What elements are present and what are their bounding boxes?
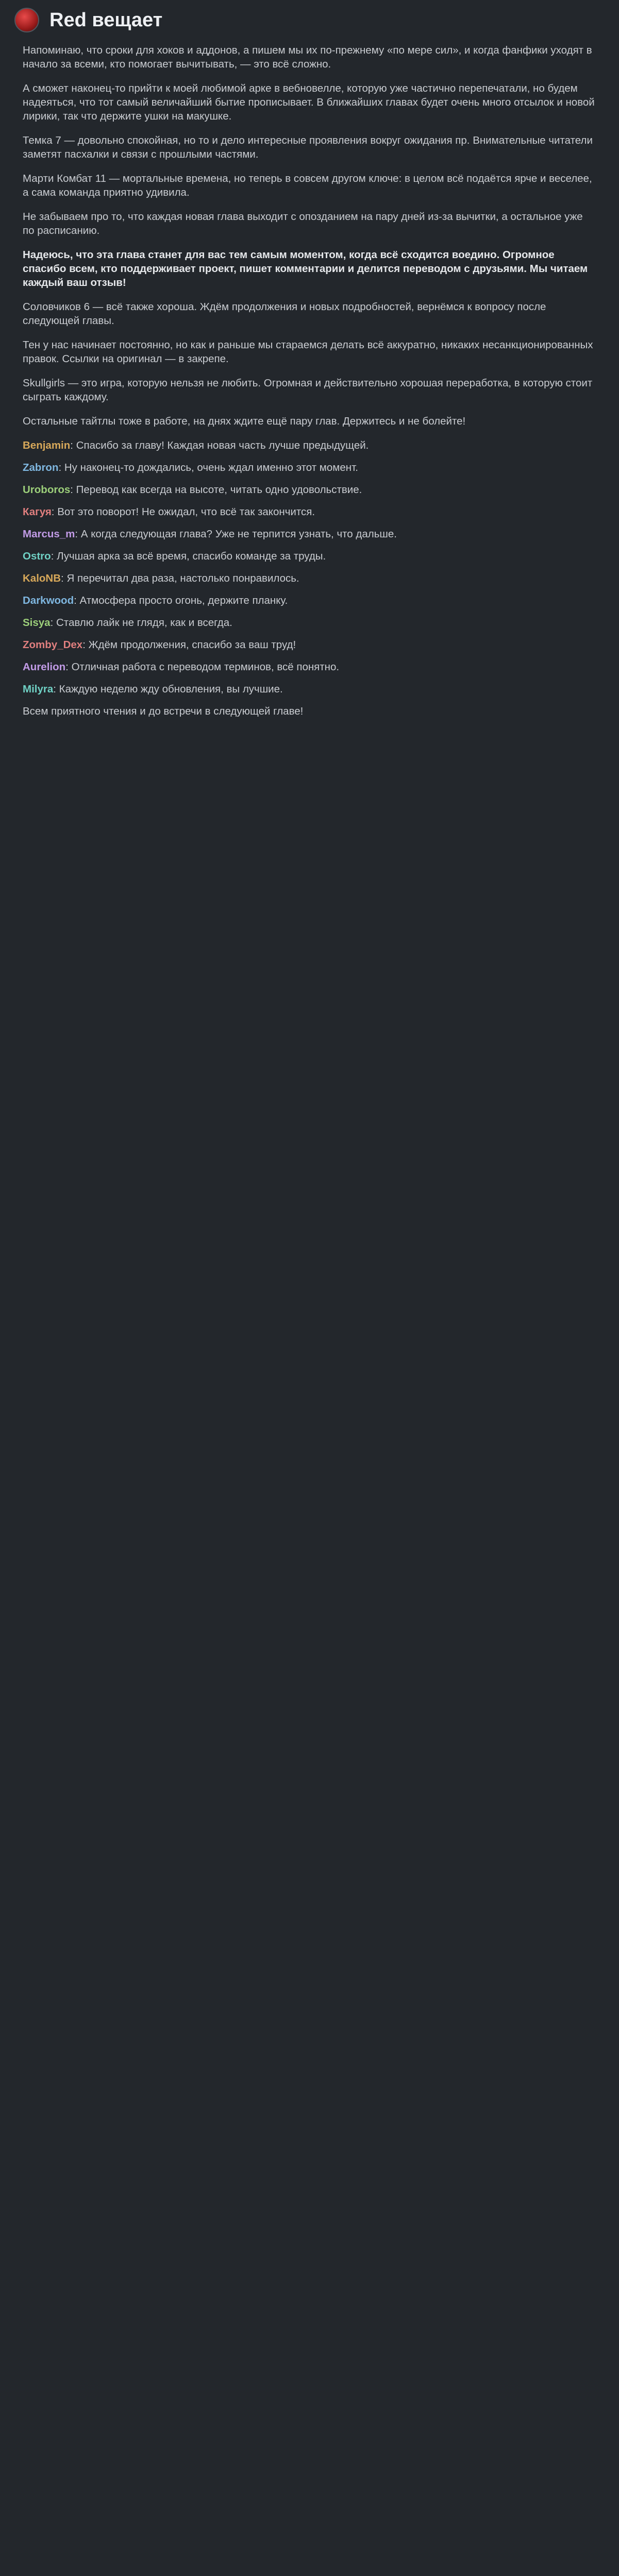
post-paragraph: Skullgirls — это игра, которую нельзя не любить. Огромная и действительно хорошая переработка, в которую стоит сыграть каждому. xyxy=(23,377,593,403)
post-paragraph: А сможет наконец-то прийти к моей любимой арке в вебновелле, которую уже частично перепечатали, но будем надеяться, что тот самый величайший бытие прописывает. В ближайших главах будет очень много отсылок и новой лирики, так что держите ушки на макушке. xyxy=(23,82,595,122)
post-paragraph: Соловчиков 6 — всё также хороша. Ждём продолжения и новых подробностей, вернёмся к вопросу после следующей главы. xyxy=(23,301,546,327)
comment-item: Zomby_Dex: Ждём продолжения, спасибо за ваш труд! xyxy=(23,639,296,651)
comment-item: Ostro: Лучшая арка за всё время, спасибо команде за труды. xyxy=(23,550,326,562)
comment-text: Ну наконец-то дождались, очень ждал именно этот момент. xyxy=(64,462,358,473)
comment-author[interactable]: Zabron xyxy=(23,462,59,473)
comment-text: Атмосфера просто огонь, держите планку. xyxy=(79,595,288,606)
comment-item: Uroboros: Перевод как всегда на высоте, читать одно удовольствие. xyxy=(23,484,362,496)
post-emphasis: Надеюсь, что эта глава станет для вас тем самым моментом, когда всё сходится воедино. Огромное спасибо всем, кто поддерживает проект, пишет комментарии и делится переводом с друзьями. Мы читаем каждый ваш отзыв! xyxy=(23,249,588,289)
comment-item: Benjamin: Спасибо за главу! Каждая новая часть лучше предыдущей. xyxy=(23,439,369,451)
post-paragraph: Тен у нас начинает постоянно, но как и раньше мы стараемся делать всё аккуратно, никаких несанкционированных правок. Ссылки на оригинал — в закрепе. xyxy=(23,339,593,365)
comment-author[interactable]: Кагуя xyxy=(23,506,52,518)
comment-author[interactable]: Sisya xyxy=(23,617,51,629)
comment-author[interactable]: Milyra xyxy=(23,683,54,695)
channel-avatar[interactable] xyxy=(14,8,39,32)
comment-item: Sisya: Ставлю лайк не глядя, как и всегда. xyxy=(23,617,232,629)
comment-author[interactable]: Uroboros xyxy=(23,484,71,496)
comment-text: Вот это поворот! Не ожидал, что всё так закончится. xyxy=(57,506,315,518)
post-paragraph: Не забываем про то, что каждая новая глава выходит с опозданием на пару дней из-за вычитки, а остальное уже по расписанию. xyxy=(23,211,583,236)
comment-text: Каждую неделю жду обновления, вы лучшие. xyxy=(59,683,283,695)
comment-author[interactable]: KaloNB xyxy=(23,572,61,584)
comment-author[interactable]: Marcus_m xyxy=(23,528,75,540)
comment-text: Перевод как всегда на высоте, читать одно удовольствие. xyxy=(76,484,362,496)
post-closing: Всем приятного чтения и до встречи в следующей главе! xyxy=(23,705,304,717)
comment-author[interactable]: Zomby_Dex xyxy=(23,639,83,651)
comment-text: Лучшая арка за всё время, спасибо команде за труды. xyxy=(57,550,326,562)
page xyxy=(0,0,619,718)
post-paragraph: Остальные тайтлы тоже в работе, на днях ждите ещё пару глав. Держитесь и не болейте! xyxy=(23,415,466,427)
channel-header xyxy=(0,0,619,40)
comment-text: Ставлю лайк не глядя, как и всегда. xyxy=(56,617,232,629)
comment-item: Marcus_m: А когда следующая глава? Уже не терпится узнать, что дальше. xyxy=(23,528,397,540)
comment-text: Спасибо за главу! Каждая новая часть лучше предыдущей. xyxy=(76,439,369,451)
comment-author[interactable]: Ostro xyxy=(23,550,51,562)
comment-item: Aurelion: Отличная работа с переводом терминов, всё понятно. xyxy=(23,661,340,673)
comment-text: Отличная работа с переводом терминов, всё понятно. xyxy=(71,661,340,673)
comment-item: Zabron: Ну наконец-то дождались, очень ждал именно этот момент. xyxy=(23,462,358,473)
post-body xyxy=(0,40,619,718)
comment-list xyxy=(23,438,596,696)
comment-item: KaloNB: Я перечитал два раза, настолько понравилось. xyxy=(23,572,299,584)
comment-author[interactable]: Aurelion xyxy=(23,661,66,673)
channel-title: Red вещает xyxy=(49,9,163,31)
comment-text: Я перечитал два раза, настолько понравилось. xyxy=(66,572,299,584)
comment-text: А когда следующая глава? Уже не терпится узнать, что дальше. xyxy=(80,528,397,540)
comment-item: Darkwood: Атмосфера просто огонь, держите планку. xyxy=(23,595,288,606)
post-paragraph: Темка 7 — довольно спокойная, но то и дело интересные проявления вокруг ожидания пр. Внимательные читатели заметят пасхалки и связи с прошлыми частями. xyxy=(23,134,593,160)
post-paragraph: Напоминаю, что сроки для хоков и аддонов, а пишем мы их по-прежнему «по мере сил», и когда фанфики уходят в начало за всеми, кто помогает вычитывать, — это всё сложно. xyxy=(23,44,592,70)
post-paragraph: Марти Комбат 11 — мортальные времена, но теперь в совсем другом ключе: в целом всё подаётся ярче и веселее, а сама команда приятно удивила. xyxy=(23,173,592,198)
comment-item: Milyra: Каждую неделю жду обновления, вы лучшие. xyxy=(23,683,283,695)
comment-item: Кагуя: Вот это поворот! Не ожидал, что всё так закончится. xyxy=(23,506,315,518)
comment-author[interactable]: Darkwood xyxy=(23,595,74,606)
comment-author[interactable]: Benjamin xyxy=(23,439,71,451)
comment-text: Ждём продолжения, спасибо за ваш труд! xyxy=(88,639,296,651)
